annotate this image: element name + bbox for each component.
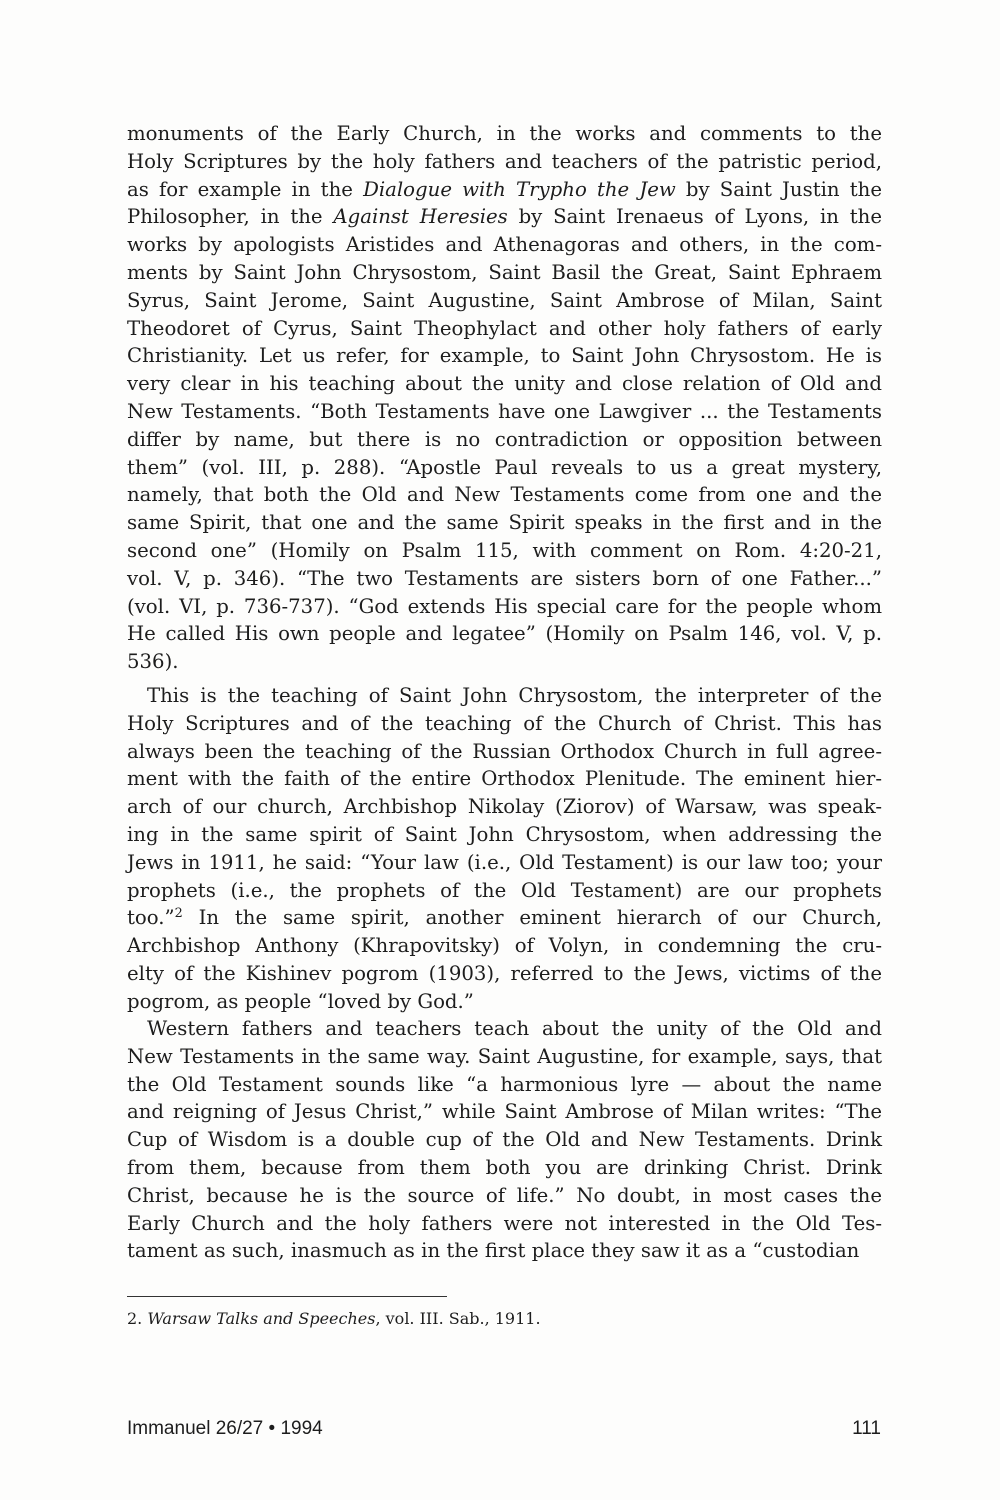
text-segment: always been the teaching of the Russian Orthodox Church in full agree- bbox=[127, 739, 882, 763]
text-segment: New Testaments in the same way. Saint Augustine, for example, says, that bbox=[127, 1044, 882, 1068]
text-segment: differ by name, but there is no contradiction or opposition between bbox=[127, 427, 882, 451]
text-segment: as for example in the bbox=[127, 177, 364, 201]
text-segment: too.” bbox=[127, 906, 175, 930]
text-line bbox=[127, 849, 882, 877]
text-line bbox=[127, 1210, 882, 1238]
text-line bbox=[127, 481, 882, 509]
text-segment: monuments of the Early Church, in the works and comments to the bbox=[127, 122, 882, 145]
text-segment: Theodoret of Cyrus, Saint Theophylact and other holy fathers of early bbox=[127, 316, 882, 340]
text-line bbox=[127, 565, 882, 593]
text-segment: In the same spirit, another eminent hierarch of our Church, bbox=[182, 906, 882, 930]
text-segment: very clear in his teaching about the unity and close relation of Old and bbox=[127, 372, 882, 396]
text-segment: arch of our church, Archbishop Nikolay (Ziorov) of Warsaw, was speak- bbox=[127, 795, 882, 819]
text-line bbox=[127, 765, 882, 793]
text-line bbox=[127, 1237, 882, 1265]
text-line bbox=[127, 398, 882, 426]
text-segment: Christ, because he is the source of life.” No doubt, in most cases the bbox=[127, 1183, 882, 1207]
text-line bbox=[127, 1154, 882, 1182]
text-segment: pogrom, as people “loved by God.” bbox=[127, 989, 474, 1013]
text-segment: vol. V, p. 346). “The two Testaments are sisters born of one Father...” bbox=[127, 566, 882, 590]
text-line bbox=[127, 1182, 882, 1210]
text-segment: Western fathers and teachers teach about the unity of the Old and bbox=[147, 1017, 882, 1040]
text-segment: Against Heresies bbox=[333, 205, 508, 229]
page-number: 111 bbox=[852, 1418, 881, 1439]
text-line bbox=[127, 682, 882, 710]
footnote-separator bbox=[127, 1296, 447, 1297]
text-line bbox=[127, 1071, 882, 1099]
text-line bbox=[127, 176, 882, 204]
text-line bbox=[127, 793, 882, 821]
text-line bbox=[127, 287, 882, 315]
text-segment: same Spirit, that one and the same Spirit speaks in the first and in the bbox=[127, 511, 882, 535]
text-line bbox=[127, 620, 882, 648]
text-segment: This is the teaching of Saint John Chrysostom, the interpreter of the bbox=[147, 684, 882, 707]
text-segment: Christianity. Let us refer, for example, to Saint John Chrysostom. He is bbox=[127, 344, 882, 368]
text-line bbox=[127, 710, 882, 738]
footnote-title: Warsaw Talks and Speeches bbox=[147, 1309, 376, 1328]
text-segment: 536). bbox=[127, 650, 179, 674]
footnote-rest: , vol. III. Sab., 1911. bbox=[375, 1309, 541, 1328]
text-segment: by Saint Irenaeus of Lyons, in the bbox=[507, 205, 883, 229]
text-segment: tament as such, inasmuch as in the first place they saw it as a “custodian bbox=[127, 1239, 860, 1263]
journal-footer: Immanuel 26/27 • 1994 bbox=[127, 1418, 323, 1439]
text-line bbox=[127, 988, 882, 1016]
text-segment: (vol. VI, p. 736-737). “God extends His special care for the people whom bbox=[127, 594, 882, 618]
text-line bbox=[127, 648, 882, 676]
text-line bbox=[127, 877, 882, 905]
text-segment: Early Church and the holy fathers were not interested in the Old Tes- bbox=[127, 1211, 882, 1235]
text-line bbox=[127, 1098, 882, 1126]
text-line bbox=[127, 1043, 882, 1071]
text-line bbox=[127, 259, 882, 287]
text-segment: Holy Scriptures by the holy fathers and teachers of the patristic period, bbox=[127, 149, 882, 173]
text-line bbox=[127, 593, 882, 621]
text-line bbox=[127, 148, 882, 176]
text-line bbox=[127, 454, 882, 482]
footnote-ref: 2 bbox=[174, 906, 183, 922]
text-line bbox=[127, 120, 882, 148]
text-segment: by Saint Justin the bbox=[675, 177, 882, 201]
paragraph bbox=[127, 682, 882, 1016]
text-line bbox=[127, 426, 882, 454]
text-segment: New Testaments. “Both Testaments have one Lawgiver ... the Testaments bbox=[127, 399, 882, 423]
text-segment: elty of the Kishinev pogrom (1903), referred to the Jews, victims of the bbox=[127, 961, 882, 985]
text-line bbox=[127, 509, 882, 537]
text-segment: He called His own people and legatee” (Homily on Psalm 146, vol. V, p. bbox=[127, 622, 882, 646]
text-line bbox=[127, 932, 882, 960]
text-line bbox=[127, 738, 882, 766]
text-line bbox=[127, 231, 882, 259]
text-segment: Holy Scriptures and of the teaching of the Church of Christ. This has bbox=[127, 711, 882, 735]
text-line bbox=[127, 370, 882, 398]
text-segment: namely, that both the Old and New Testaments come from one and the bbox=[127, 483, 882, 507]
paragraph bbox=[127, 1015, 882, 1265]
text-segment: Dialogue with Trypho the Jew bbox=[363, 177, 676, 201]
text-line bbox=[127, 904, 882, 932]
text-line bbox=[127, 1126, 882, 1154]
text-segment: ing in the same spirit of Saint John Chrysostom, when addressing the bbox=[127, 822, 882, 846]
text-segment: them” (vol. III, p. 288). “Apostle Paul reveals to us a great mystery, bbox=[127, 455, 882, 479]
paragraph bbox=[127, 120, 882, 676]
text-line bbox=[127, 960, 882, 988]
text-segment: and reigning of Jesus Christ,” while Saint Ambrose of Milan writes: “The bbox=[127, 1100, 882, 1124]
text-segment: Jews in 1911, he said: “Your law (i.e., Old Testament) is our law too; your bbox=[127, 850, 882, 874]
text-segment: Cup of Wisdom is a double cup of the Old and New Testaments. Drink bbox=[127, 1128, 882, 1152]
text-segment: ments by Saint John Chrysostom, Saint Basil the Great, Saint Ephraem bbox=[127, 260, 882, 284]
text-segment: Syrus, Saint Jerome, Saint Augustine, Saint Ambrose of Milan, Saint bbox=[127, 288, 882, 312]
text-segment: Archbishop Anthony (Khrapovitsky) of Volyn, in condemning the cru- bbox=[127, 934, 882, 958]
text-segment: from them, because from them both you are drinking Christ. Drink bbox=[127, 1155, 882, 1179]
footnote-number: 2. bbox=[127, 1309, 143, 1328]
text-line bbox=[127, 203, 882, 231]
text-line bbox=[127, 342, 882, 370]
text-line bbox=[127, 821, 882, 849]
text-segment: ment with the faith of the entire Orthodox Plenitude. The eminent hier- bbox=[127, 767, 882, 791]
text-segment: second one” (Homily on Psalm 115, with comment on Rom. 4:20-21, bbox=[127, 538, 882, 562]
text-segment: prophets (i.e., the prophets of the Old Testament) are our prophets bbox=[127, 878, 882, 902]
text-segment: the Old Testament sounds like “a harmonious lyre — about the name bbox=[127, 1072, 882, 1096]
text-line bbox=[127, 537, 882, 565]
text-line bbox=[127, 315, 882, 343]
text-segment: works by apologists Aristides and Athenagoras and others, in the com- bbox=[127, 233, 882, 257]
text-line bbox=[127, 1015, 882, 1043]
footnote bbox=[127, 1309, 541, 1328]
text-segment: Philosopher, in the bbox=[127, 205, 334, 229]
